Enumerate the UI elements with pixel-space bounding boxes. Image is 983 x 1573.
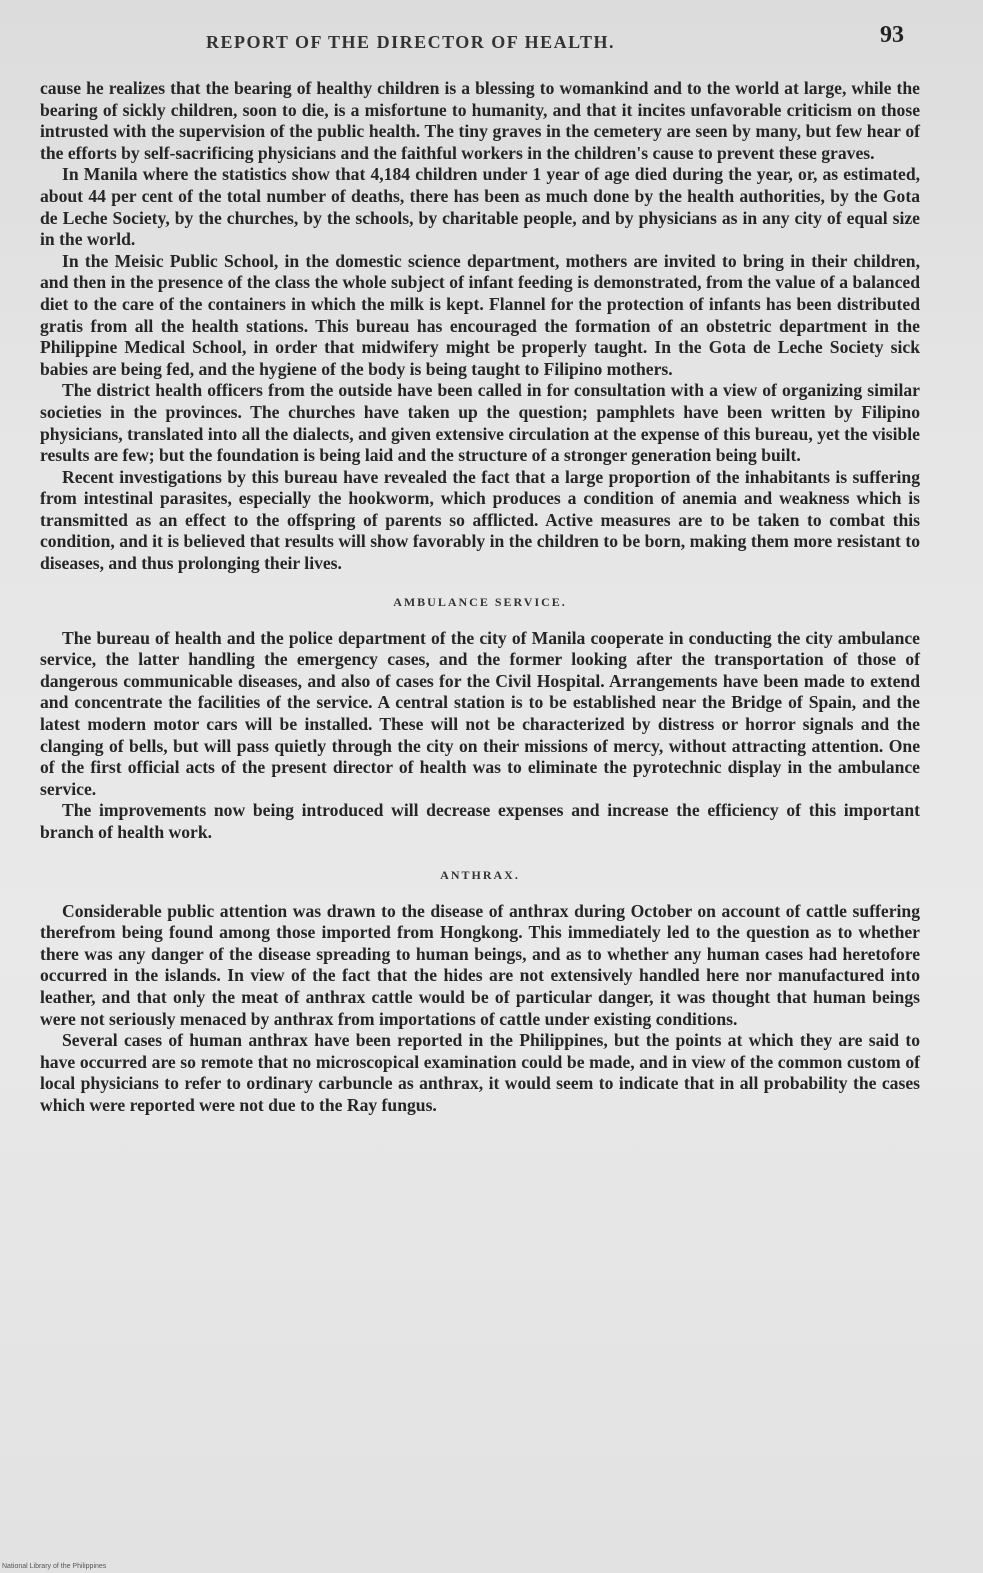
footer-credit: National Library of the Philippines bbox=[2, 1563, 107, 1570]
paragraph: The improvements now being introduced will decrease expenses and increase the efficiency of this important branch of health work. bbox=[40, 800, 920, 842]
page-number: 93 bbox=[880, 22, 904, 48]
section-heading-anthrax: ANTHRAX. bbox=[440, 867, 520, 882]
paragraph: In Manila where the statistics show that 4,184 children under 1 year of age died during the year, or, as estimated, about 44 per cent of the total number of deaths, there has been as much done by the health authorities, by the Gota de Leche Society, by the churches, by the schools, by charitable people, and by physicians as in any city of equal size in the world. bbox=[40, 164, 920, 250]
paragraph: The bureau of health and the police department of the city of Manila cooperate in conducting the city ambulance service, the latter handling the emergency cases, and the former looking after the transportation of those of dangerous communicable diseases, and also of cases for the Civil Hospital. Arrangements have been made to extend and concentrate the facilities of the service. A central station is to be established near the Bridge of Spain, and the latest modern motor cars will be installed. These will not be characterized by distress or horror signals and the clanging of bells, but will pass quietly through the city on their missions of mercy, without attracting attention. One of the first official acts of the present director of health was to eliminate the pyrotechnic display in the ambulance service. bbox=[40, 627, 920, 799]
paragraph: Several cases of human anthrax have been reported in the Philippines, but the points at which they are said to have occurred are so remote that no microscopical examination could be made, and in view of the common custom of local physicians to refer to ordinary carbuncle as anthrax, it would seem to indicate that in all probability the cases which were reported were not due to the Ray fungus. bbox=[40, 1030, 920, 1115]
paragraph: cause he realizes that the bearing of healthy children is a blessing to womankind and to the world at large, while the bearing of sickly children, soon to die, is a misfortune to humanity, and that it incites unfavorable criticism on those intrusted with the supervision of the public health. The tiny graves in the cemetery are seen by many, but few hear of the efforts by self-sacrificing physicians and the faithful workers in the children's cause to prevent these graves. bbox=[40, 78, 920, 163]
paragraph: In the Meisic Public School, in the domestic science department, mothers are invited to bring in their children, and then in the presence of the class the whole subject of infant feeding is demonstrated, from the value of a balanced diet to the care of the containers in which the milk is kept. Flannel for the protection of infants has been distributed gratis from all the health stations. This bureau has encouraged the formation of an obstetric department in the Philippine Medical School, in order that midwifery might be properly taught. In the Gota de Leche Society sick babies are being fed, and the hygiene of the body is being taught to Filipino mothers. bbox=[40, 250, 920, 379]
paragraph: The district health officers from the outside have been called in for consultation with a view of organizing similar societies in the provinces. The churches have taken up the question; pamphlets have been written by Filipino physicians, translated into all the dialects, and given extensive circulation at the expense of this bureau, yet the visible results are few; but the foundation is being laid and the structure of a stronger generation being built. bbox=[40, 380, 920, 466]
page-header bbox=[0, 20, 983, 60]
paragraph: Considerable public attention was drawn to the disease of anthrax during October on account of cattle suffering therefrom being found among those imported from Hongkong. This immediately led to the question as to whether there was any danger of the disease spreading to human beings, and as to whether any human cases had heretofore occurred in the islands. In view of the fact that the hides are not extensively handled here nor manufactured into leather, and that only the meat of anthrax cattle would be of particular danger, it was thought that human beings were not seriously menaced by anthrax from importations of cattle under existing conditions. bbox=[40, 900, 920, 1029]
section-heading-ambulance: AMBULANCE SERVICE. bbox=[393, 594, 567, 609]
running-head: REPORT OF THE DIRECTOR OF HEALTH. bbox=[206, 32, 615, 52]
body-text bbox=[40, 78, 920, 1117]
paragraph: Recent investigations by this bureau have revealed the fact that a large proportion of the inhabitants is suffering from intestinal parasites, especially the hookworm, which produces a condition of anemia and weakness which is transmitted as an effect to the offspring of parents so afflicted. Active measures are to be taken to combat this condition, and it is believed that results will show favorably in the children to be born, making them more resistant to diseases, and thus prolonging their lives. bbox=[40, 466, 920, 574]
